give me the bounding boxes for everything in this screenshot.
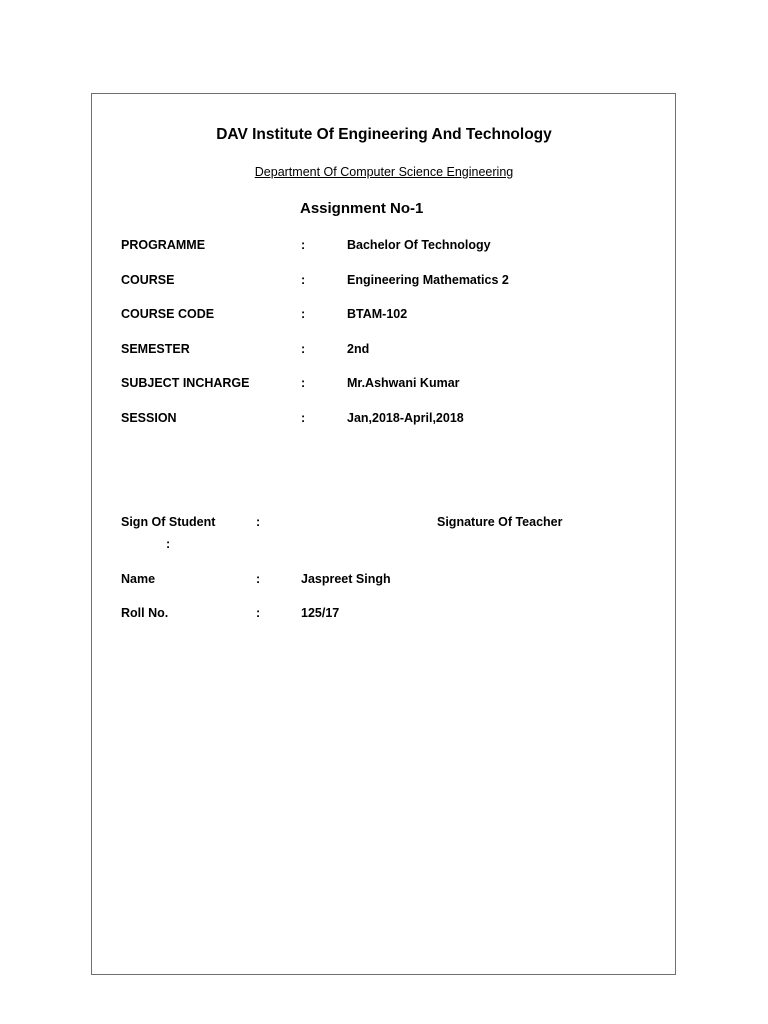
course-code-colon: : [301, 307, 306, 321]
programme-value: Bachelor Of Technology [347, 238, 491, 252]
programme-colon: : [301, 238, 306, 252]
subject-incharge-value: Mr.Ashwani Kumar [347, 376, 460, 390]
subject-incharge-colon: : [301, 376, 306, 390]
sign-of-student-label: Sign Of Student [121, 515, 216, 529]
department-title: Department Of Computer Science Engineering [254, 165, 514, 179]
roll-no-value: 125/17 [301, 606, 340, 620]
name-colon: : [256, 572, 261, 586]
name-value: Jaspreet Singh [301, 572, 391, 586]
course-code-label: COURSE CODE [121, 307, 215, 321]
roll-no-label: Roll No. [121, 606, 169, 620]
course-colon: : [301, 273, 306, 287]
session-label: SESSION [121, 411, 177, 425]
semester-colon: : [301, 342, 306, 356]
assignment-title: Assignment No-1 [300, 200, 424, 217]
session-colon: : [301, 411, 306, 425]
course-value: Engineering Mathematics 2 [347, 273, 509, 287]
session-value: Jan,2018-April,2018 [347, 411, 464, 425]
subject-incharge-label: SUBJECT INCHARGE [121, 376, 250, 390]
institute-title: DAV Institute Of Engineering And Technology [216, 126, 552, 143]
stray-colon: : [166, 537, 171, 551]
course-label: COURSE [121, 273, 175, 287]
signature-of-teacher-label: Signature Of Teacher [437, 515, 563, 529]
programme-label: PROGRAMME [121, 238, 206, 252]
semester-value: 2nd [347, 342, 370, 356]
name-label: Name [121, 572, 156, 586]
semester-label: SEMESTER [121, 342, 190, 356]
roll-no-colon: : [256, 606, 261, 620]
page-border [91, 93, 676, 975]
course-code-value: BTAM-102 [347, 307, 408, 321]
sign-of-student-colon: : [256, 515, 261, 529]
